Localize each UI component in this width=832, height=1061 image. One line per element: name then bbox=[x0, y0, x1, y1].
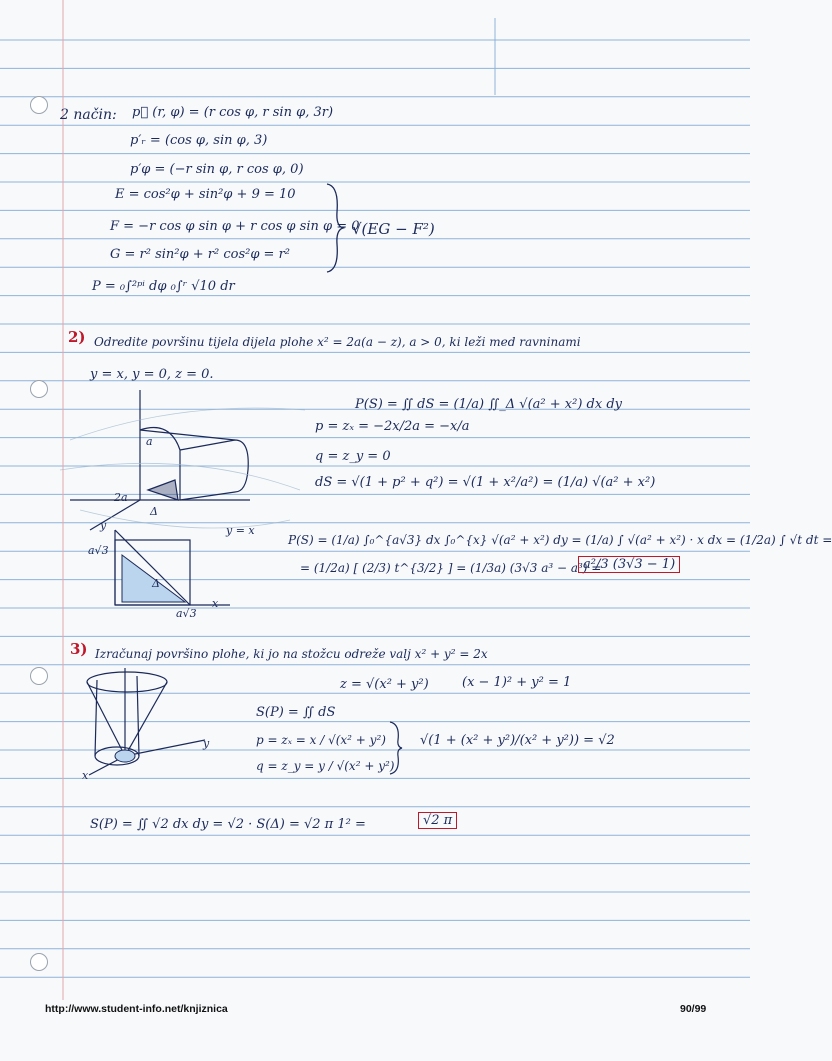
binder-hole bbox=[30, 953, 48, 971]
task2-fig-delta-3d: Δ bbox=[150, 505, 158, 518]
task3-brace bbox=[388, 720, 404, 776]
method2-line4: E = cos²φ + sin²φ + 9 = 10 bbox=[115, 187, 296, 202]
footer-page-number: 90/99 bbox=[680, 1003, 707, 1015]
binder-hole bbox=[30, 96, 48, 114]
task2-answer: a²/3 (3√3 − 1) bbox=[578, 556, 680, 573]
method2-line7: P = ₀∫²ᵖⁱ dφ ₀∫ʳ √10 dr bbox=[92, 279, 235, 294]
method2-line6: G = r² sin²φ + r² cos²φ = r² bbox=[110, 247, 291, 262]
task3-answer: √2 π bbox=[418, 812, 457, 829]
task2-fig-yx: y = x bbox=[226, 524, 255, 537]
task3-circle: (x − 1)² + y² = 1 bbox=[462, 675, 572, 690]
task2-fig-delta: Δ bbox=[152, 577, 160, 590]
task3-fig-y: y bbox=[203, 737, 210, 750]
task3-eq3: q = z_y = y / √(x² + y²) bbox=[256, 759, 395, 773]
task2-fig-a: a bbox=[146, 435, 153, 448]
task2-eq6: = (1/2a) [ (2/3) t^{3/2} ] = (1/3a) (3√3 a³ − a³) = bbox=[300, 561, 602, 575]
task2-statement1: Odredite površinu tijela dijela plohe x² = 2a(a − z), a > 0, ki leži med ravninami bbox=[94, 335, 581, 349]
task3-eq2: p = zₓ = x / √(x² + y²) bbox=[256, 733, 386, 747]
task3-sketch bbox=[75, 660, 215, 785]
method2-line5: F = −r cos φ sin φ + r cos φ sin φ = 0 bbox=[110, 219, 360, 234]
method2-line2: p′ᵣ = (cos φ, sin φ, 3) bbox=[130, 133, 268, 148]
footer-url[interactable]: http://www.student-info.net/knjiznica bbox=[45, 1003, 228, 1015]
task2-eq3: q = z_y = 0 bbox=[315, 449, 391, 464]
task2-eq2: p = zₓ = −2x/2a = −x/a bbox=[315, 419, 470, 434]
binder-hole bbox=[30, 667, 48, 685]
task3-eq5: S(P) = ∬ √2 dx dy = √2 · S(Δ) = √2 π 1² = bbox=[90, 817, 366, 832]
task3-fig-x: x bbox=[82, 769, 89, 782]
task2-eq4: dS = √(1 + p² + q²) = √(1 + x²/a²) = (1/a) √(a² + x²) bbox=[315, 475, 656, 490]
method2-line1: p⃗ (r, φ) = (r cos φ, r sin φ, 3r) bbox=[132, 105, 334, 120]
task2-statement2: y = x, y = 0, z = 0. bbox=[90, 367, 214, 382]
task2-eq1: P(S) = ∬ dS = (1/a) ∬_Δ √(a² + x²) dx dy bbox=[355, 397, 622, 412]
task2-fig-ax: a√3 bbox=[176, 607, 197, 620]
task3-number: 3) bbox=[70, 640, 88, 658]
task2-sketch bbox=[60, 380, 310, 610]
method2-line3: p′φ = (−r sin φ, r cos φ, 0) bbox=[130, 162, 304, 177]
task2-fig-x: x bbox=[212, 597, 219, 610]
task3-eq4: √(1 + (x² + y²)/(x² + y²)) = √2 bbox=[420, 733, 615, 748]
task2-number: 2) bbox=[68, 328, 86, 346]
method2-root: √(EG − F²) bbox=[352, 220, 435, 238]
task2-fig-y: y bbox=[100, 519, 107, 532]
task3-statement: Izračunaj površino plohe, ki jo na stožcu odreže valj x² + y² = 2x bbox=[95, 647, 488, 661]
binder-hole bbox=[30, 380, 48, 398]
method2-heading: 2 način: bbox=[60, 107, 117, 123]
method2-brace bbox=[325, 182, 345, 274]
task2-eq5: P(S) = (1/a) ∫₀^{a√3} dx ∫₀^{x} √(a² + x²) dy = (1/a) ∫ √(a² + x²) · x dx = (1/2a) ∫ √t dt = bbox=[288, 533, 832, 547]
task3-cone: z = √(x² + y²) bbox=[340, 677, 429, 692]
task2-fig-ay: a√3 bbox=[88, 544, 109, 557]
task3-eq1: S(P) = ∬ dS bbox=[256, 705, 336, 720]
task2-fig-2a: 2a bbox=[114, 491, 128, 504]
